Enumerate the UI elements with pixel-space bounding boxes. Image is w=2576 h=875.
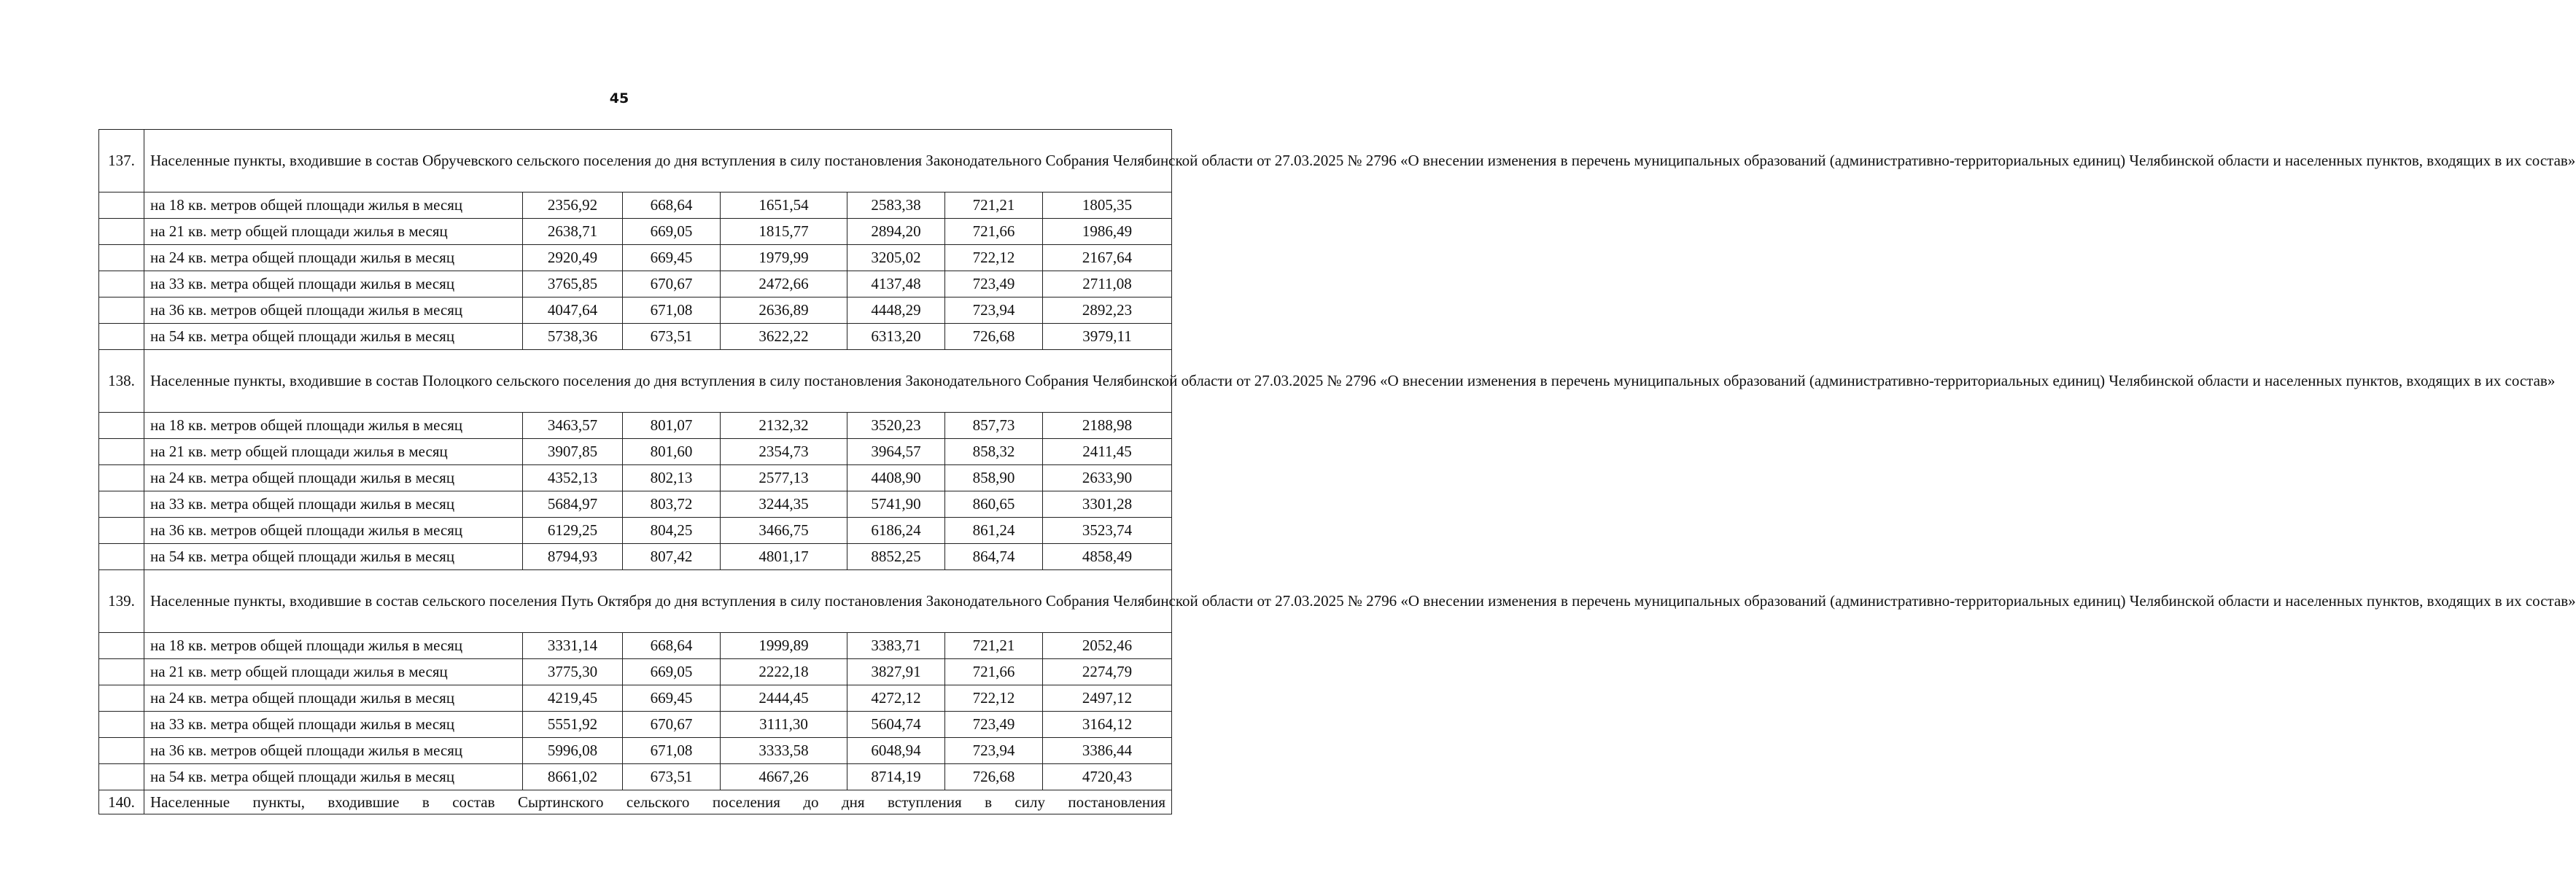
- value-cell: 2583,38: [847, 192, 945, 219]
- table-row: [99, 219, 1172, 245]
- section-description: Населенные пункты, входившие в состав сельского поселения Путь Октября до дня вступления в силу постановления Законодательного Собрания Челябинской области от 27.03.2025 № 2796 «О внесении изменения в перечень муниципальных образований (административно-территориальных единиц) Челябинской области и населенных пунктов, входящих в их состав»: [144, 570, 1172, 633]
- value-cell: 3333,58: [721, 738, 847, 764]
- table-row: [99, 439, 1172, 465]
- value-cell: 4352,13: [523, 465, 623, 491]
- empty-number-cell: [99, 633, 144, 659]
- value-cell: 722,12: [945, 245, 1043, 271]
- table-row: [99, 764, 1172, 790]
- value-cell: 2711,08: [1043, 271, 1172, 298]
- value-cell: 807,42: [623, 544, 721, 570]
- value-cell: 3463,57: [523, 413, 623, 439]
- value-cell: 726,68: [945, 324, 1043, 350]
- value-cell: 3466,75: [721, 518, 847, 544]
- empty-number-cell: [99, 271, 144, 298]
- section-header-row: [99, 130, 1172, 192]
- value-cell: 670,67: [623, 712, 721, 738]
- value-cell: 4448,29: [847, 298, 945, 324]
- value-cell: 669,45: [623, 685, 721, 712]
- section-header-row: [99, 350, 1172, 413]
- value-cell: 721,66: [945, 659, 1043, 685]
- value-cell: 803,72: [623, 491, 721, 518]
- value-cell: 3111,30: [721, 712, 847, 738]
- row-label: на 18 кв. метров общей площади жилья в месяц: [144, 633, 523, 659]
- value-cell: 857,73: [945, 413, 1043, 439]
- value-cell: 858,90: [945, 465, 1043, 491]
- value-cell: 2920,49: [523, 245, 623, 271]
- section-number: 138.: [99, 350, 144, 413]
- value-cell: 5551,92: [523, 712, 623, 738]
- value-cell: 3301,28: [1043, 491, 1172, 518]
- empty-number-cell: [99, 465, 144, 491]
- value-cell: 671,08: [623, 738, 721, 764]
- value-cell: 3907,85: [523, 439, 623, 465]
- value-cell: 3244,35: [721, 491, 847, 518]
- value-cell: 4667,26: [721, 764, 847, 790]
- value-cell: 1815,77: [721, 219, 847, 245]
- empty-number-cell: [99, 245, 144, 271]
- empty-number-cell: [99, 192, 144, 219]
- value-cell: 861,24: [945, 518, 1043, 544]
- table-body: [99, 130, 2576, 814]
- value-cell: 722,12: [945, 685, 1043, 712]
- value-cell: 721,21: [945, 633, 1043, 659]
- value-cell: 3331,14: [523, 633, 623, 659]
- value-cell: 8852,25: [847, 544, 945, 570]
- value-cell: 2497,12: [1043, 685, 1172, 712]
- row-label: на 18 кв. метров общей площади жилья в месяц: [144, 413, 523, 439]
- value-cell: 3523,74: [1043, 518, 1172, 544]
- value-cell: 6313,20: [847, 324, 945, 350]
- row-label: на 21 кв. метр общей площади жилья в месяц: [144, 219, 523, 245]
- value-cell: 6186,24: [847, 518, 945, 544]
- value-cell: 3775,30: [523, 659, 623, 685]
- table-row: [99, 298, 1172, 324]
- table-row: [99, 271, 1172, 298]
- value-cell: 2356,92: [523, 192, 623, 219]
- value-cell: 723,49: [945, 271, 1043, 298]
- value-cell: 802,13: [623, 465, 721, 491]
- value-cell: 673,51: [623, 324, 721, 350]
- row-label: на 54 кв. метра общей площади жилья в месяц: [144, 324, 523, 350]
- value-cell: 3520,23: [847, 413, 945, 439]
- section-header-row: [99, 570, 1172, 633]
- row-label: на 21 кв. метр общей площади жилья в месяц: [144, 659, 523, 685]
- value-cell: 673,51: [623, 764, 721, 790]
- table-row: [99, 518, 1172, 544]
- row-label: на 36 кв. метров общей площади жилья в месяц: [144, 738, 523, 764]
- value-cell: 3164,12: [1043, 712, 1172, 738]
- value-cell: 4858,49: [1043, 544, 1172, 570]
- row-label: на 18 кв. метров общей площади жилья в месяц: [144, 192, 523, 219]
- value-cell: 4137,48: [847, 271, 945, 298]
- value-cell: 3386,44: [1043, 738, 1172, 764]
- table-row: [99, 738, 1172, 764]
- row-label: на 33 кв. метра общей площади жилья в месяц: [144, 491, 523, 518]
- value-cell: 4408,90: [847, 465, 945, 491]
- table-row: [99, 659, 1172, 685]
- empty-number-cell: [99, 413, 144, 439]
- value-cell: 6048,94: [847, 738, 945, 764]
- value-cell: 668,64: [623, 192, 721, 219]
- value-cell: 5604,74: [847, 712, 945, 738]
- section-description: Населенные пункты, входившие в состав Полоцкого сельского поселения до дня вступления в силу постановления Законодательного Собрания Челябинской области от 27.03.2025 № 2796 «О внесении изменения в перечень муниципальных образований (административно-территориальных единиц) Челябинской области и населенных пунктов, входящих в их состав»: [144, 350, 1172, 413]
- value-cell: 670,67: [623, 271, 721, 298]
- value-cell: 2411,45: [1043, 439, 1172, 465]
- value-cell: 858,32: [945, 439, 1043, 465]
- value-cell: 2188,98: [1043, 413, 1172, 439]
- value-cell: 1805,35: [1043, 192, 1172, 219]
- value-cell: 8794,93: [523, 544, 623, 570]
- section-header-row: [99, 790, 1172, 814]
- value-cell: 723,49: [945, 712, 1043, 738]
- value-cell: 669,45: [623, 245, 721, 271]
- value-cell: 2892,23: [1043, 298, 1172, 324]
- value-cell: 4219,45: [523, 685, 623, 712]
- empty-number-cell: [99, 544, 144, 570]
- value-cell: 3964,57: [847, 439, 945, 465]
- value-cell: 5741,90: [847, 491, 945, 518]
- table-row: [99, 491, 1172, 518]
- value-cell: 864,74: [945, 544, 1043, 570]
- value-cell: 3979,11: [1043, 324, 1172, 350]
- value-cell: 721,66: [945, 219, 1043, 245]
- value-cell: 3383,71: [847, 633, 945, 659]
- value-cell: 669,05: [623, 659, 721, 685]
- empty-number-cell: [99, 439, 144, 465]
- table-row: [99, 633, 1172, 659]
- value-cell: 3765,85: [523, 271, 623, 298]
- value-cell: 2167,64: [1043, 245, 1172, 271]
- value-cell: 671,08: [623, 298, 721, 324]
- value-cell: 668,64: [623, 633, 721, 659]
- value-cell: 669,05: [623, 219, 721, 245]
- section-number: 140.: [99, 790, 144, 814]
- value-cell: 2132,32: [721, 413, 847, 439]
- value-cell: 1979,99: [721, 245, 847, 271]
- value-cell: 2633,90: [1043, 465, 1172, 491]
- value-cell: 2638,71: [523, 219, 623, 245]
- table-row: [99, 324, 1172, 350]
- section-description: Населенные пункты, входившие в состав Сыртинского сельского поселения до дня вступления в силу постановления: [144, 790, 1172, 814]
- value-cell: 2472,66: [721, 271, 847, 298]
- row-label: на 36 кв. метров общей площади жилья в месяц: [144, 518, 523, 544]
- value-cell: 5738,36: [523, 324, 623, 350]
- value-cell: 5684,97: [523, 491, 623, 518]
- value-cell: 2354,73: [721, 439, 847, 465]
- value-cell: 2274,79: [1043, 659, 1172, 685]
- value-cell: 4047,64: [523, 298, 623, 324]
- table-row: [99, 192, 1172, 219]
- value-cell: 860,65: [945, 491, 1043, 518]
- row-label: на 24 кв. метра общей площади жилья в месяц: [144, 245, 523, 271]
- section-description: Населенные пункты, входившие в состав Обручевского сельского поселения до дня вступления в силу постановления Законодательного Собрания Челябинской области от 27.03.2025 № 2796 «О внесении изменения в перечень муниципальных образований (административно-территориальных единиц) Челябинской области и населенных пунктов, входящих в их состав»: [144, 130, 1172, 192]
- value-cell: 3827,91: [847, 659, 945, 685]
- empty-number-cell: [99, 324, 144, 350]
- value-cell: 2052,46: [1043, 633, 1172, 659]
- empty-number-cell: [99, 518, 144, 544]
- value-cell: 723,94: [945, 298, 1043, 324]
- value-cell: 1999,89: [721, 633, 847, 659]
- row-label: на 33 кв. метра общей площади жилья в месяц: [144, 271, 523, 298]
- table-row: [99, 413, 1172, 439]
- empty-number-cell: [99, 659, 144, 685]
- empty-number-cell: [99, 491, 144, 518]
- empty-number-cell: [99, 685, 144, 712]
- table-row: [99, 465, 1172, 491]
- value-cell: 801,60: [623, 439, 721, 465]
- value-cell: 2636,89: [721, 298, 847, 324]
- table-row: [99, 685, 1172, 712]
- value-cell: 8714,19: [847, 764, 945, 790]
- row-label: на 54 кв. метра общей площади жилья в месяц: [144, 544, 523, 570]
- value-cell: 4272,12: [847, 685, 945, 712]
- empty-number-cell: [99, 738, 144, 764]
- empty-number-cell: [99, 712, 144, 738]
- empty-number-cell: [99, 298, 144, 324]
- value-cell: 801,07: [623, 413, 721, 439]
- row-label: на 54 кв. метра общей площади жилья в месяц: [144, 764, 523, 790]
- value-cell: 726,68: [945, 764, 1043, 790]
- row-label: на 21 кв. метр общей площади жилья в месяц: [144, 439, 523, 465]
- table-row: [99, 544, 1172, 570]
- section-number: 137.: [99, 130, 144, 192]
- value-cell: 2577,13: [721, 465, 847, 491]
- value-cell: 1651,54: [721, 192, 847, 219]
- empty-number-cell: [99, 764, 144, 790]
- section-number: 139.: [99, 570, 144, 633]
- value-cell: 8661,02: [523, 764, 623, 790]
- value-cell: 1986,49: [1043, 219, 1172, 245]
- value-cell: 721,21: [945, 192, 1043, 219]
- value-cell: 804,25: [623, 518, 721, 544]
- value-cell: 5996,08: [523, 738, 623, 764]
- value-cell: 2222,18: [721, 659, 847, 685]
- row-label: на 24 кв. метра общей площади жилья в месяц: [144, 685, 523, 712]
- value-cell: 3622,22: [721, 324, 847, 350]
- value-cell: 723,94: [945, 738, 1043, 764]
- row-label: на 33 кв. метра общей площади жилья в месяц: [144, 712, 523, 738]
- empty-number-cell: [99, 219, 144, 245]
- row-label: на 36 кв. метров общей площади жилья в месяц: [144, 298, 523, 324]
- value-cell: 4801,17: [721, 544, 847, 570]
- value-cell: 2894,20: [847, 219, 945, 245]
- table-row: [99, 712, 1172, 738]
- row-label: на 24 кв. метра общей площади жилья в месяц: [144, 465, 523, 491]
- table-row: [99, 245, 1172, 271]
- value-cell: 4720,43: [1043, 764, 1172, 790]
- value-cell: 2444,45: [721, 685, 847, 712]
- value-cell: 3205,02: [847, 245, 945, 271]
- value-cell: 6129,25: [523, 518, 623, 544]
- page-number: 45: [609, 90, 629, 106]
- tariff-table: [98, 129, 2576, 814]
